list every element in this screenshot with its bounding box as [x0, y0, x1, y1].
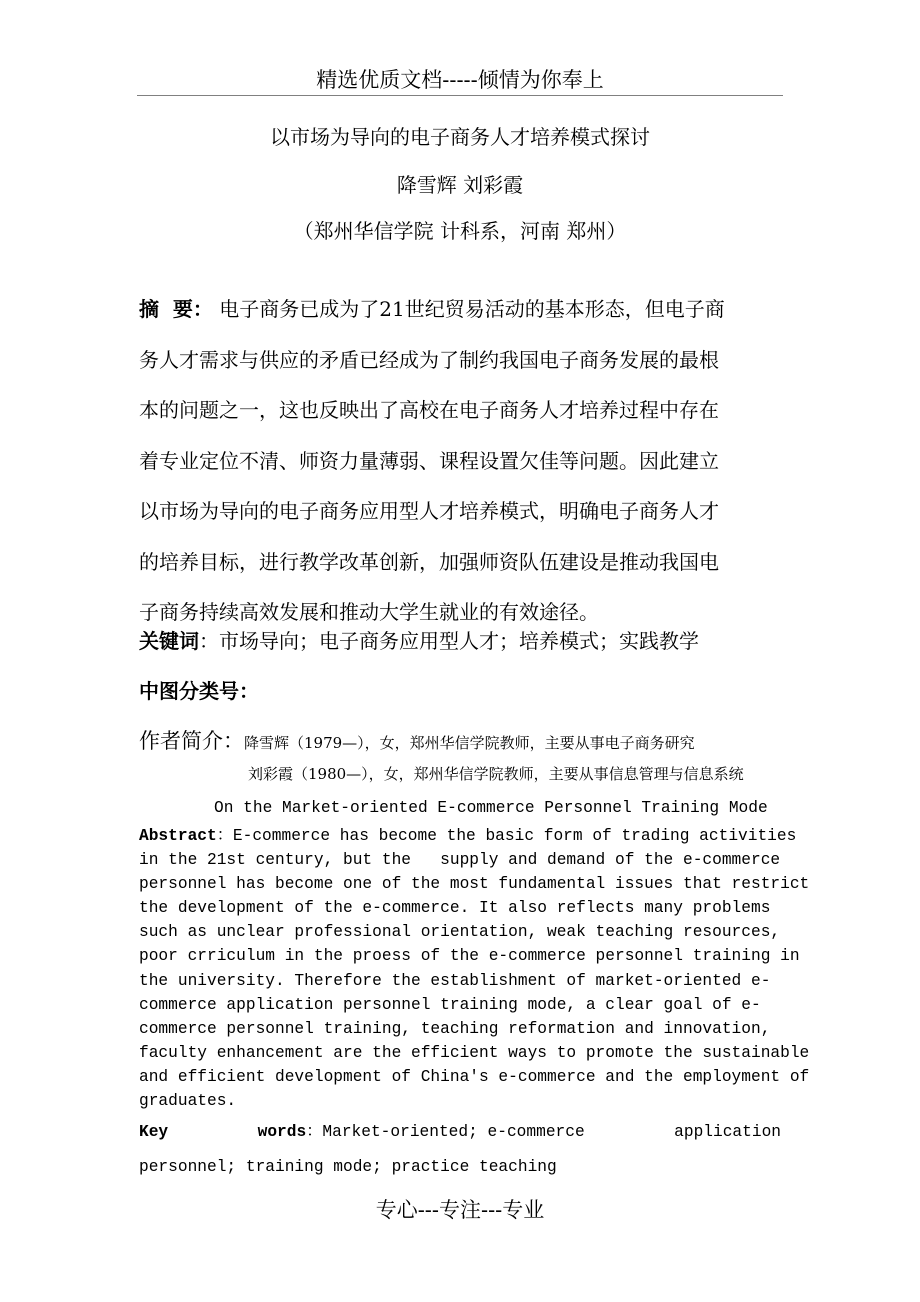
abstract-line: and efficient development of China's e-commerce and the employment of [139, 1067, 810, 1086]
bio-line-2: 刘彩霞（1980—），女，郑州华信学院教师，主要从事信息管理与信息系统 [248, 765, 744, 783]
abstract-label: 摘 要： [139, 297, 213, 321]
abstract-line: poor crriculum in the proess of the e-commerce personnel training in [139, 947, 800, 966]
bio-label: 作者简介： [139, 729, 244, 753]
abstract-line: personnel has become one of the most fundamental issues that restrict [139, 875, 810, 894]
paper-title: 以市场为导向的电子商务人才培养模式探讨 [270, 125, 650, 149]
abstract-line: 子商务持续高效发展和推动大学生就业的有效途径。 [139, 600, 599, 624]
author-bio [139, 726, 695, 758]
english-keywords-line-2: personnel; training mode; practice teaching [139, 1158, 557, 1176]
english-keywords-application: application [674, 1123, 781, 1141]
abstract-line: Abstract：E-commerce has become the basic form of trading activities [139, 827, 797, 845]
abstract-line: graduates. [139, 1092, 237, 1111]
abstract-line: the development of the e-commerce. It also reflects many problems [139, 899, 771, 918]
page-header: 精选优质文档-----倾情为你奉上 [316, 68, 604, 92]
english-abstract [139, 824, 809, 1113]
keywords-label: 关键词 [139, 629, 199, 653]
bio-line-1: 降雪辉（1979—），女，郑州华信学院教师，主要从事电子商务研究 [244, 734, 695, 752]
english-keywords-line-1: Key words：Market-oriented; e-commerce application [139, 1120, 781, 1144]
abstract-line: 以市场为导向的电子商务应用型人才培养模式，明确电子商务人才 [139, 499, 719, 523]
paper-affiliation: （郑州华信学院 计科系，河南 郑州） [293, 219, 627, 243]
abstract-line: 着专业定位不清、师资力量薄弱、课程设置欠佳等问题。因此建立 [139, 448, 719, 473]
keywords-text: 市场导向；电子商务应用型人才；培养模式；实践教学 [219, 629, 699, 653]
paper-authors: 降雪辉 刘彩霞 [396, 173, 524, 197]
abstract-line: 的培养目标，进行教学改革创新，加强师资队伍建设是推动我国电 [139, 549, 719, 574]
english-keywords-label-key: Key [139, 1123, 169, 1141]
english-abstract-label: Abstract [139, 827, 217, 845]
header-divider [137, 95, 783, 96]
chinese-abstract [139, 284, 784, 638]
abstract-line: faculty enhancement are the efficient ways to promote the sustainable [139, 1043, 810, 1062]
abstract-line: 摘 要： 电子商务已成为了21世纪贸易活动的基本形态，但电子商 [139, 297, 725, 321]
abstract-line: commerce application personnel training mode, a clear goal of e- [139, 995, 761, 1014]
abstract-line: such as unclear professional orientation, weak teaching resources, [139, 923, 781, 942]
abstract-line: the university. Therefore the establishment of market-oriented e- [139, 971, 771, 990]
chinese-keywords: 关键词：市场导向；电子商务应用型人才；培养模式；实践教学 [139, 629, 699, 653]
english-title: On the Market-oriented E-commerce Personnel Training Mode [214, 799, 768, 817]
english-keywords-label-words: words [257, 1123, 307, 1141]
classification-number-label: 中图分类号： [139, 679, 259, 703]
abstract-line: 本的问题之一，这也反映出了高校在电子商务人才培养过程中存在 [139, 398, 719, 422]
abstract-line: 务人才需求与供应的矛盾已经成为了制约我国电子商务发展的最根 [139, 347, 719, 372]
abstract-line: in the 21st century, but the supply and demand of the e-commerce [139, 851, 781, 870]
page-footer: 专心---专注---专业 [375, 1198, 545, 1222]
abstract-line: commerce personnel training, teaching reformation and innovation, [139, 1019, 771, 1038]
